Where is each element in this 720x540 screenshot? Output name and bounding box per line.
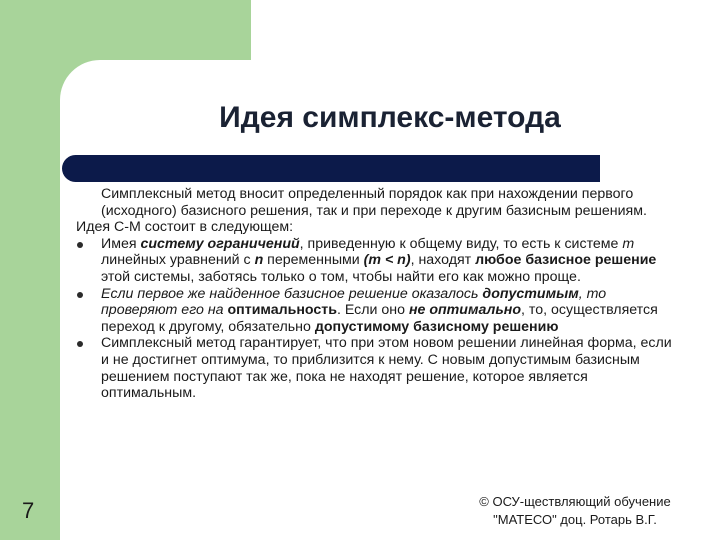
bullet-dot-icon xyxy=(77,341,83,347)
bullet-text-run: . Если оно xyxy=(336,302,409,319)
bullet-text-run: допустимому базисному решению xyxy=(314,318,559,335)
bullet-text-run: m xyxy=(622,235,635,252)
intro-paragraph: Симплексный метод вносит определенный порядок как при нахождении первого (исходного) базисного решения, так и при переходе к другим базисным решениям. xyxy=(101,186,647,219)
bullet-text-run: переменными xyxy=(263,252,364,269)
slide-body xyxy=(76,186,676,402)
bullet-text-run: Симплексный метод гарантирует, что при этом новом решении линейная форма, если и не достигнет оптимума, то приблизится к нему. С новым допустимым базисным решением поступают так же, пока не находят решение, которое является оптимальным. xyxy=(101,335,672,402)
bullet-text-run: этой системы, заботясь только о том, чтобы найти его как можно проще. xyxy=(101,268,581,285)
idea-line: Идея С-М состоит в следующем: xyxy=(76,219,294,236)
bullet-text-run: оптимальность xyxy=(227,302,337,319)
bullet-text-run: допустимым xyxy=(482,285,579,302)
bullet-text-run: , приведенную к общему виду, то есть к системе xyxy=(299,235,623,252)
bullet-text-run: , то, осуществляется переход к другому, обязательно xyxy=(101,302,658,335)
bullet-text-run: , то проверяют его на xyxy=(101,285,607,319)
title-underline-bar xyxy=(62,155,600,182)
bullet-dot-icon xyxy=(77,292,83,298)
bullet-dot-icon xyxy=(77,242,83,248)
bullet-list xyxy=(76,236,676,402)
bullet-text-run: , находят xyxy=(410,252,476,269)
bullet-text-run: систему ограничений xyxy=(140,235,300,252)
bullet-text-run: (m < n) xyxy=(363,252,411,269)
bullet-text-run: Если первое же найденное базисное решение оказалось xyxy=(101,285,483,302)
copyright-line-1: © ОСУ-ществляющий обучение xyxy=(479,494,671,509)
bullet-text-run: Имея xyxy=(101,235,141,252)
copyright-line-2: "МАТЕСО" доц. Ротарь В.Г. xyxy=(493,512,657,527)
bullet-text-run: линейных уравнений с xyxy=(101,252,255,269)
bullet-text-run: не оптимально xyxy=(408,302,522,319)
bullet-item xyxy=(76,286,676,336)
bullet-text-run: любое базисное решение xyxy=(475,252,657,269)
bullet-text-run: n xyxy=(254,252,264,269)
page-number: 7 xyxy=(22,498,35,523)
slide-title: Идея симплекс-метода xyxy=(219,101,561,134)
copyright-footer xyxy=(450,493,700,529)
bullet-item xyxy=(76,236,676,286)
bullet-item xyxy=(76,335,676,401)
